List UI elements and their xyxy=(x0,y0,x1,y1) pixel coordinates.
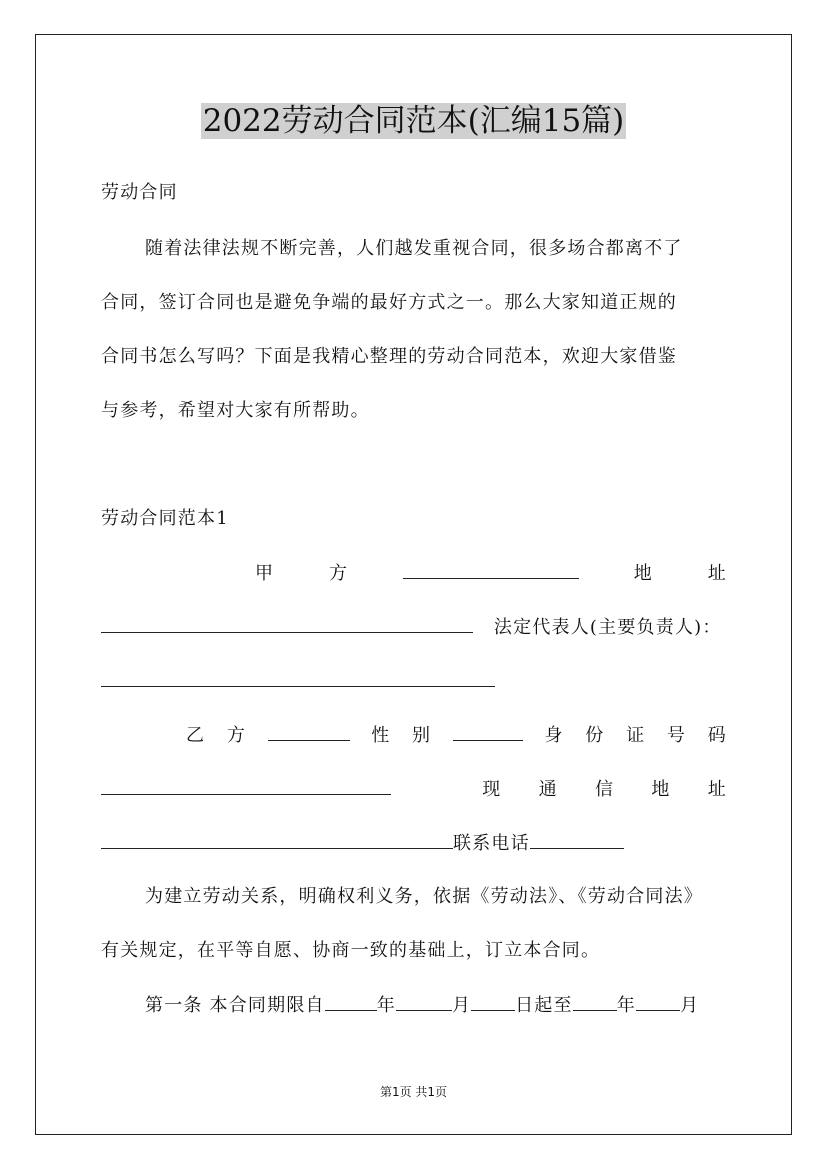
party-b-label-zheng: 证 xyxy=(626,725,646,746)
party-b-label-zhi: 址 xyxy=(707,779,727,800)
document-title xyxy=(0,100,827,142)
party-a-address-blank[interactable] xyxy=(101,614,473,633)
contact-phone-blank[interactable] xyxy=(530,830,624,849)
heading-labor-contract: 劳动合同 xyxy=(101,182,178,203)
party-b-label-xin: 信 xyxy=(594,779,615,800)
document-title-text: 2022劳动合同范本(汇编15篇) xyxy=(202,103,625,139)
end-month-label: 月 xyxy=(679,995,700,1016)
legal-representative-blank[interactable] xyxy=(101,668,495,687)
start-day-label: 日起至 xyxy=(515,995,573,1016)
party-a-label-jia: 甲 xyxy=(255,563,275,584)
intro-line-3: 合同书怎么写吗？下面是我精心整理的劳动合同范本，欢迎大家借鉴 xyxy=(101,346,677,367)
party-b-label-bie: 别 xyxy=(412,725,432,746)
party-b-address-row xyxy=(101,830,727,857)
party-b-label-ma: 码 xyxy=(707,725,727,746)
party-b-address-blank[interactable] xyxy=(101,830,453,849)
party-b-label-fang: 方 xyxy=(226,725,247,746)
article-1-row xyxy=(145,992,727,1019)
party-a-label-fang: 方 xyxy=(329,563,349,584)
party-a-name-blank[interactable] xyxy=(403,560,579,579)
contact-phone-label: 联系电话 xyxy=(453,833,530,854)
page-footer: 第1页 共1页 xyxy=(379,1085,448,1099)
start-day-blank[interactable] xyxy=(471,992,515,1011)
party-b-label-di: 地 xyxy=(651,779,671,800)
start-year-blank[interactable] xyxy=(325,992,377,1011)
start-month-label: 月 xyxy=(451,995,472,1016)
party-b-id-row xyxy=(101,776,727,803)
basis-line-2: 有关规定，在平等自愿、协商一致的基础上，订立本合同。 xyxy=(101,940,601,961)
basis-line-1: 为建立劳动关系，明确权利义务，依据《劳动法》、《劳动合同法》 xyxy=(145,886,703,907)
intro-line-1: 随着法律法规不断完善，人们越发重视合同，很多场合都离不了 xyxy=(145,238,683,259)
party-b-name-blank[interactable] xyxy=(268,722,350,741)
party-a-row xyxy=(255,560,727,587)
legal-representative-label: 法定代表人(主要负责人)： xyxy=(493,617,722,638)
party-b-row xyxy=(186,722,727,749)
end-month-blank[interactable] xyxy=(636,992,680,1011)
party-b-label-hao: 号 xyxy=(666,725,687,746)
party-b-label-fen: 份 xyxy=(585,725,605,746)
end-year-blank[interactable] xyxy=(573,992,617,1011)
party-b-label-xian: 现 xyxy=(482,779,502,800)
intro-line-2: 合同，签订合同也是避免争端的最好方式之一。那么大家知道正规的 xyxy=(101,292,677,313)
end-year-label: 年 xyxy=(616,995,636,1016)
party-b-label-xing: 性 xyxy=(371,725,391,746)
party-a-label-di: 地 xyxy=(633,563,653,584)
party-a-label-zhi: 址 xyxy=(707,563,727,584)
intro-line-4: 与参考，希望对大家有所帮助。 xyxy=(101,400,370,421)
start-year-label: 年 xyxy=(376,995,396,1016)
party-b-gender-blank[interactable] xyxy=(453,722,523,741)
party-a-address-row xyxy=(101,614,727,641)
party-b-label-shen: 身 xyxy=(544,725,564,746)
heading-contract-sample-1: 劳动合同范本1 xyxy=(101,508,229,529)
legal-representative-row xyxy=(101,668,727,695)
party-b-label-yi: 乙 xyxy=(186,725,206,746)
start-month-blank[interactable] xyxy=(396,992,452,1011)
party-b-id-blank[interactable] xyxy=(101,776,391,795)
party-b-label-tong: 通 xyxy=(538,779,558,800)
article-1-prefix: 第一条 本合同期限自 xyxy=(145,995,325,1016)
